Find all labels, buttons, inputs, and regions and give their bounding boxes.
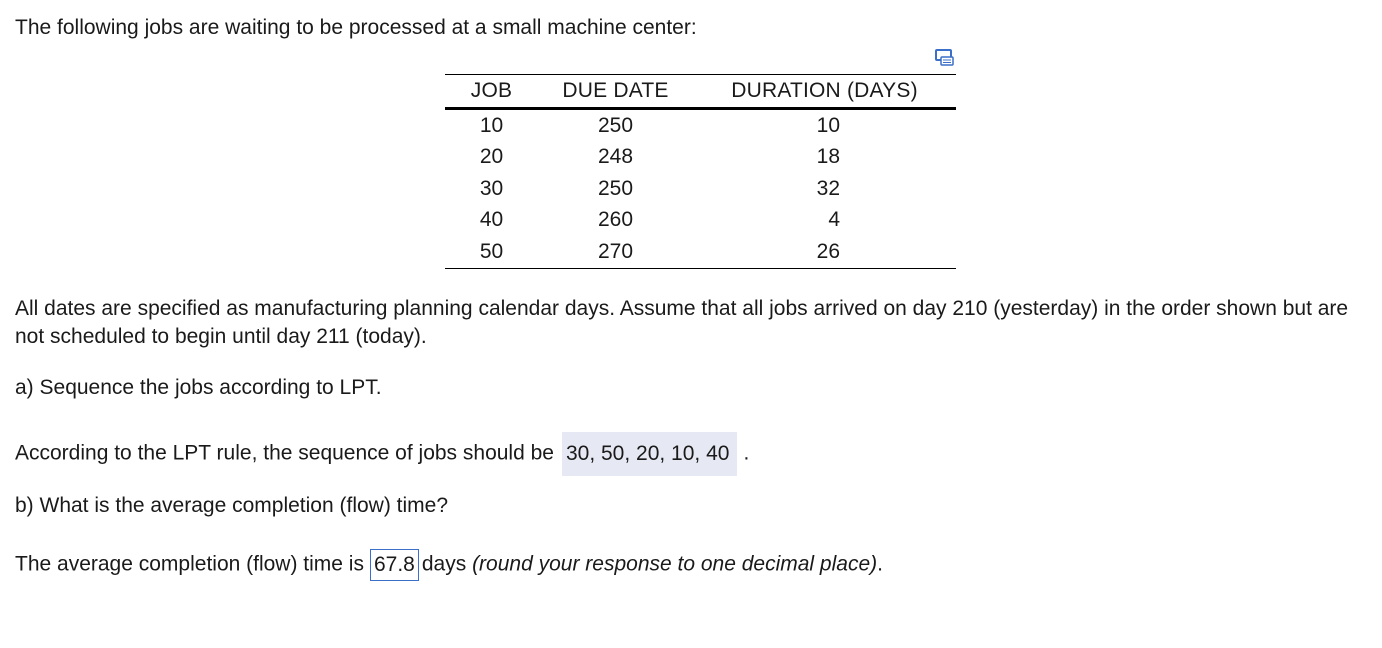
assumptions-paragraph: All dates are specified as manufacturing planning calendar days. Assume that all jobs arrived on day 210 (yesterday) in the order shown but are not scheduled to begin until day 211 (today). [15, 297, 1349, 348]
cell-job: 50 [445, 236, 538, 268]
cell-job: 10 [479, 113, 504, 137]
cell-duration: 32 [816, 176, 840, 200]
header-job: JOB [445, 75, 538, 109]
question-b: b) What is the average completion (flow) time? [15, 494, 449, 517]
copy-table-icon[interactable] [934, 48, 956, 68]
cell-due: 260 [597, 208, 634, 232]
question-a: a) Sequence the jobs according to LPT. [15, 376, 382, 399]
cell-duration: 10 [816, 113, 840, 137]
avg-units: days [421, 552, 467, 576]
cell-job: 20 [479, 145, 504, 169]
avg-answer-line [15, 549, 883, 581]
table-row [445, 236, 956, 268]
cell-job: 40 [479, 208, 504, 232]
table-row [445, 109, 956, 142]
header-due-date: DUE DATE [538, 75, 693, 109]
cell-duration: 26 [693, 236, 956, 268]
cell-due: 250 [597, 113, 634, 137]
table-header-row [445, 75, 956, 109]
avg-suffix: . [877, 552, 883, 576]
table-row [445, 205, 956, 237]
table-row [445, 173, 956, 205]
cell-due: 248 [597, 145, 634, 169]
lpt-sequence-answer[interactable]: 30, 50, 20, 10, 40 [562, 432, 737, 476]
cell-duration: 18 [816, 145, 840, 169]
lpt-prefix: According to the LPT rule, the sequence of jobs should be [15, 441, 554, 465]
avg-completion-input[interactable]: 67.8 [370, 549, 419, 581]
lpt-answer-line [15, 432, 749, 476]
cell-due: 250 [597, 176, 634, 200]
table-row [445, 142, 956, 174]
header-duration: DURATION (DAYS) [693, 75, 956, 109]
rounding-hint: (round your response to one decimal place) [472, 552, 878, 576]
jobs-table [445, 74, 956, 269]
lpt-suffix: . [743, 441, 750, 465]
intro-text: The following jobs are waiting to be processed at a small machine center: [15, 16, 697, 39]
cell-duration: 4 [828, 208, 840, 232]
cell-job: 30 [479, 176, 504, 200]
avg-prefix: The average completion (flow) time is [15, 552, 364, 576]
cell-due: 270 [538, 236, 693, 268]
